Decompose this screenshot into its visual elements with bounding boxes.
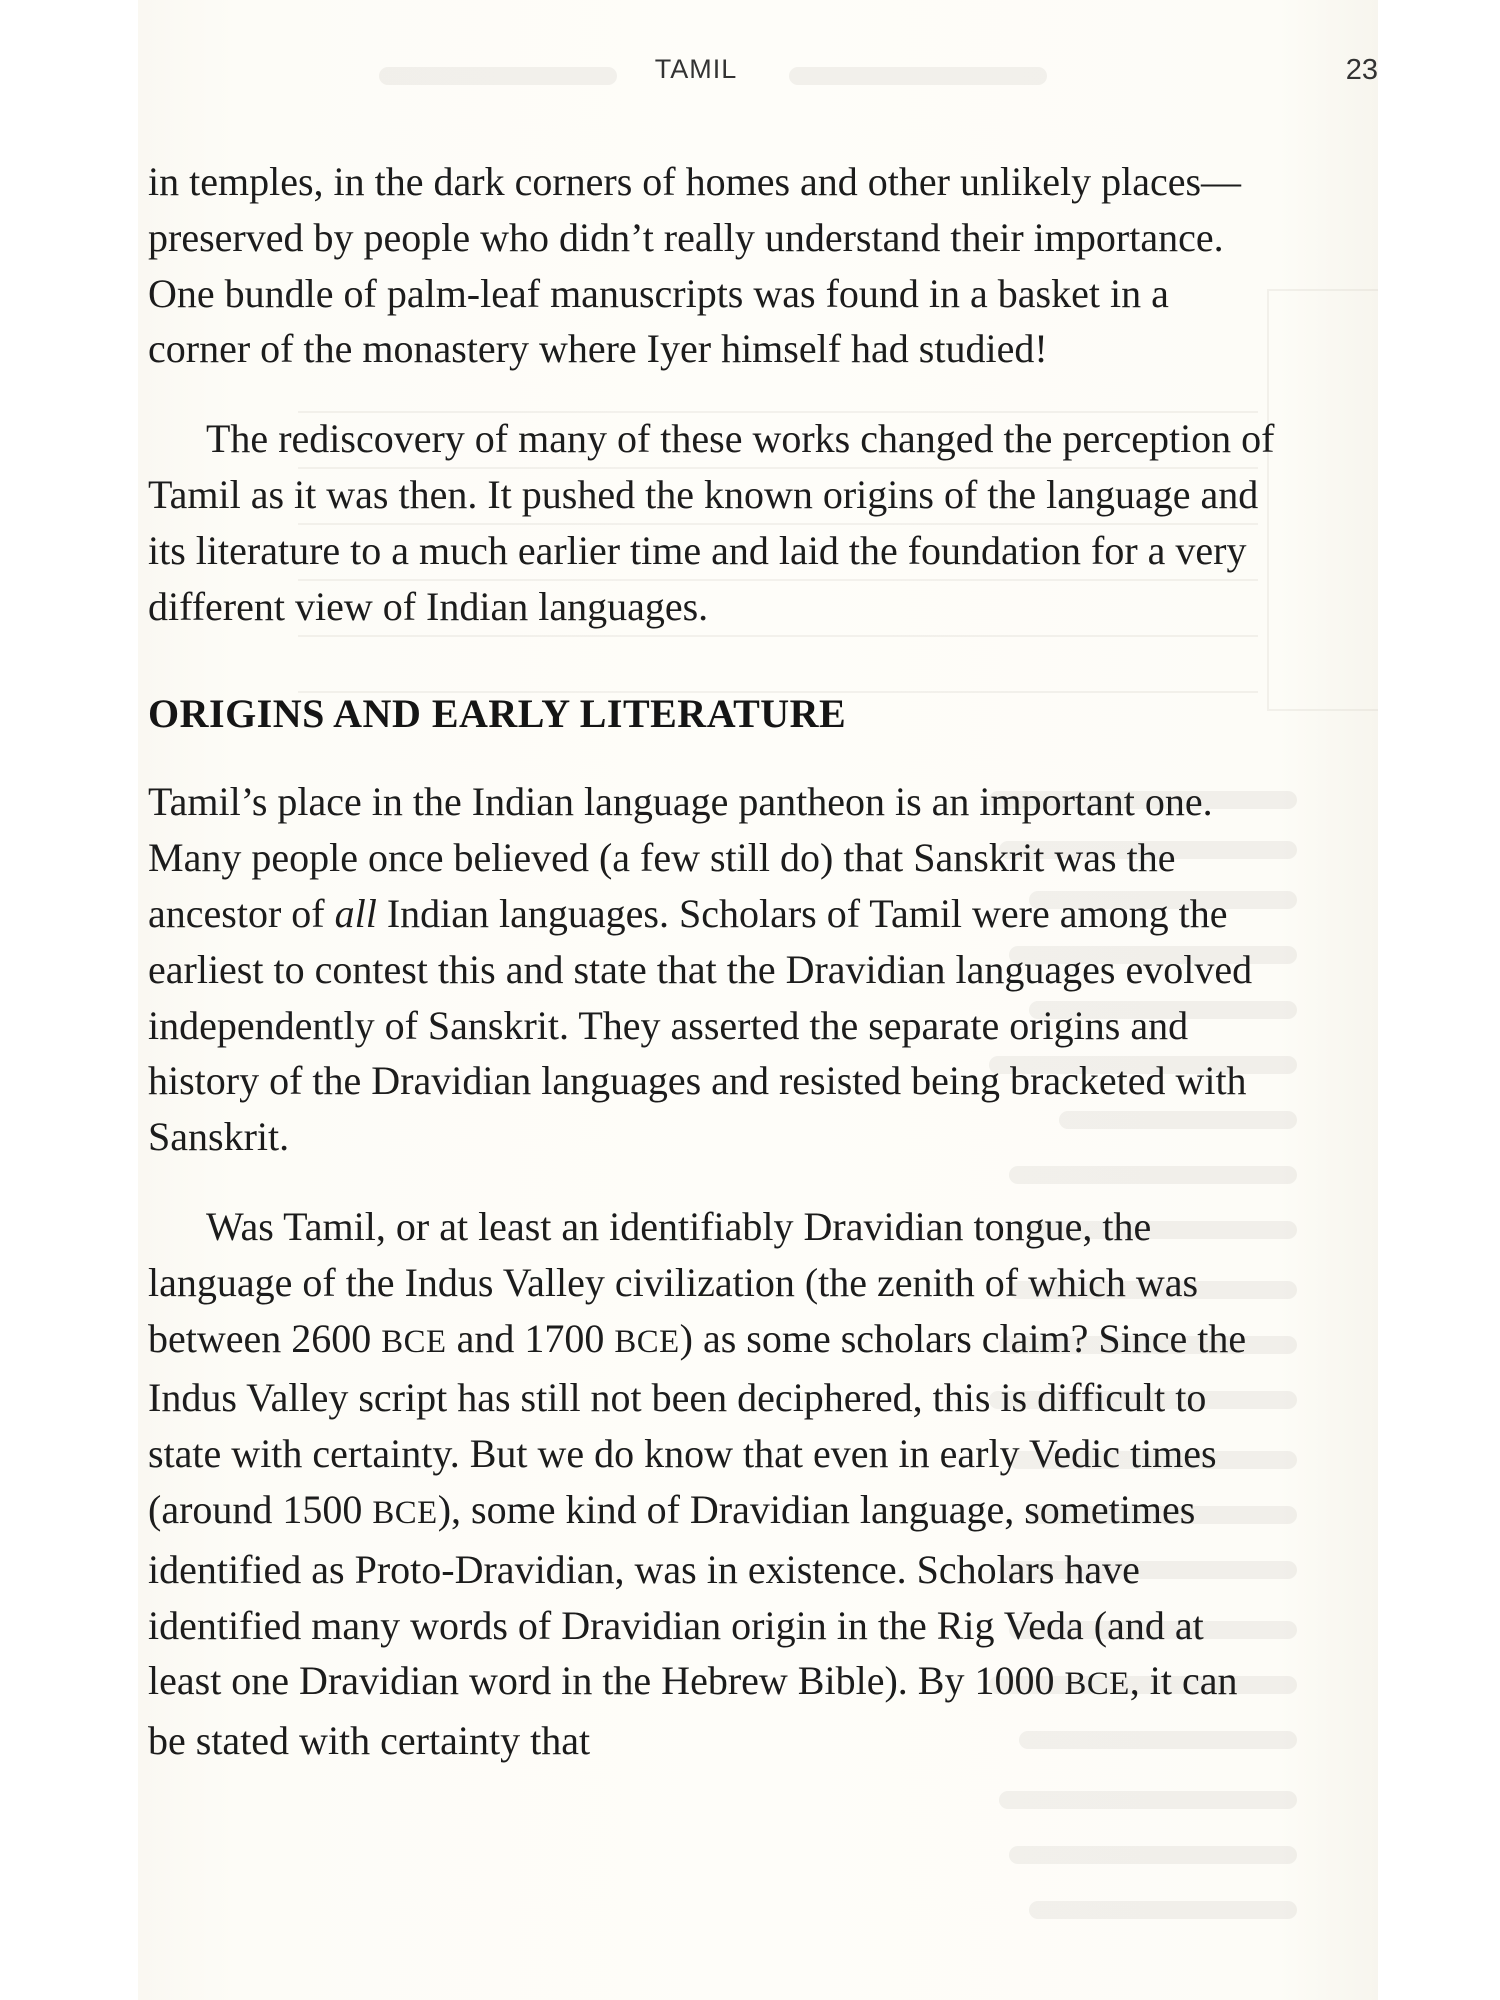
era-abbreviation: BCE (1064, 1666, 1130, 1703)
paragraph-continued: in temples, in the dark corners of homes and other unlikely places—preserved by people who didn’t really understand their importance. One bundle of palm-leaf manuscripts was found in a basket in a corner of the monastery where Iyer himself had studied! (148, 159, 1242, 372)
paragraph-pantheon (148, 774, 1278, 1165)
body-text (148, 154, 1278, 1769)
paragraph-indus-valley (148, 1199, 1278, 1769)
page-number: 23 (1345, 54, 1378, 86)
text-run: Indian languages. Scholars of Tamil were among the earliest to contest this and state that the Dravidian languages evolved independently of Sanskrit. They asserted the separate origins and history of the Dravidian languages and resisted being bracketed with Sanskrit. (148, 890, 1253, 1160)
text-run: ), some kind of Dravidian language, sometimes identified as Proto-Dravidian, was in existence. Scholars have identified many words of Dravidian origin in the Rig Veda (and at least one Dravidian word in the Hebrew Bible). By 1000 (148, 1486, 1204, 1704)
section-heading: ORIGINS AND EARLY LITERATURE (148, 691, 847, 737)
text-run: Was Tamil, or at least an identifiably Dravidian tongue, the language of the Indus Valley civilization (the zenith of which was between 2600 (148, 1203, 1199, 1361)
era-abbreviation: BCE (372, 1494, 438, 1531)
era-abbreviation: BCE (614, 1323, 680, 1360)
era-abbreviation: BCE (381, 1323, 447, 1360)
text-run: , it can be stated with certainty that (148, 1658, 1238, 1764)
running-title: TAMIL (654, 54, 738, 84)
text-run: Tamil’s place in the Indian language pantheon is an important one. Many people once believed (a few still do) that Sanskrit was the ancestor of (148, 779, 1213, 936)
text-run: ) as some scholars claim? Since the Indus Valley script has still not been deciphered, this is difficult to state with certainty. But we do know that even in early Vedic times (around 1500 (148, 1315, 1247, 1532)
paragraph-rediscovery: The rediscovery of many of these works changed the perception of Tamil as it was then. It pushed the known origins of the language and its literature to a much earlier time and laid the foundation for a very different view of Indian languages. (148, 416, 1275, 629)
running-header (138, 50, 1378, 90)
text-run: and 1700 (446, 1315, 615, 1361)
emphasis-all: all (334, 890, 377, 936)
